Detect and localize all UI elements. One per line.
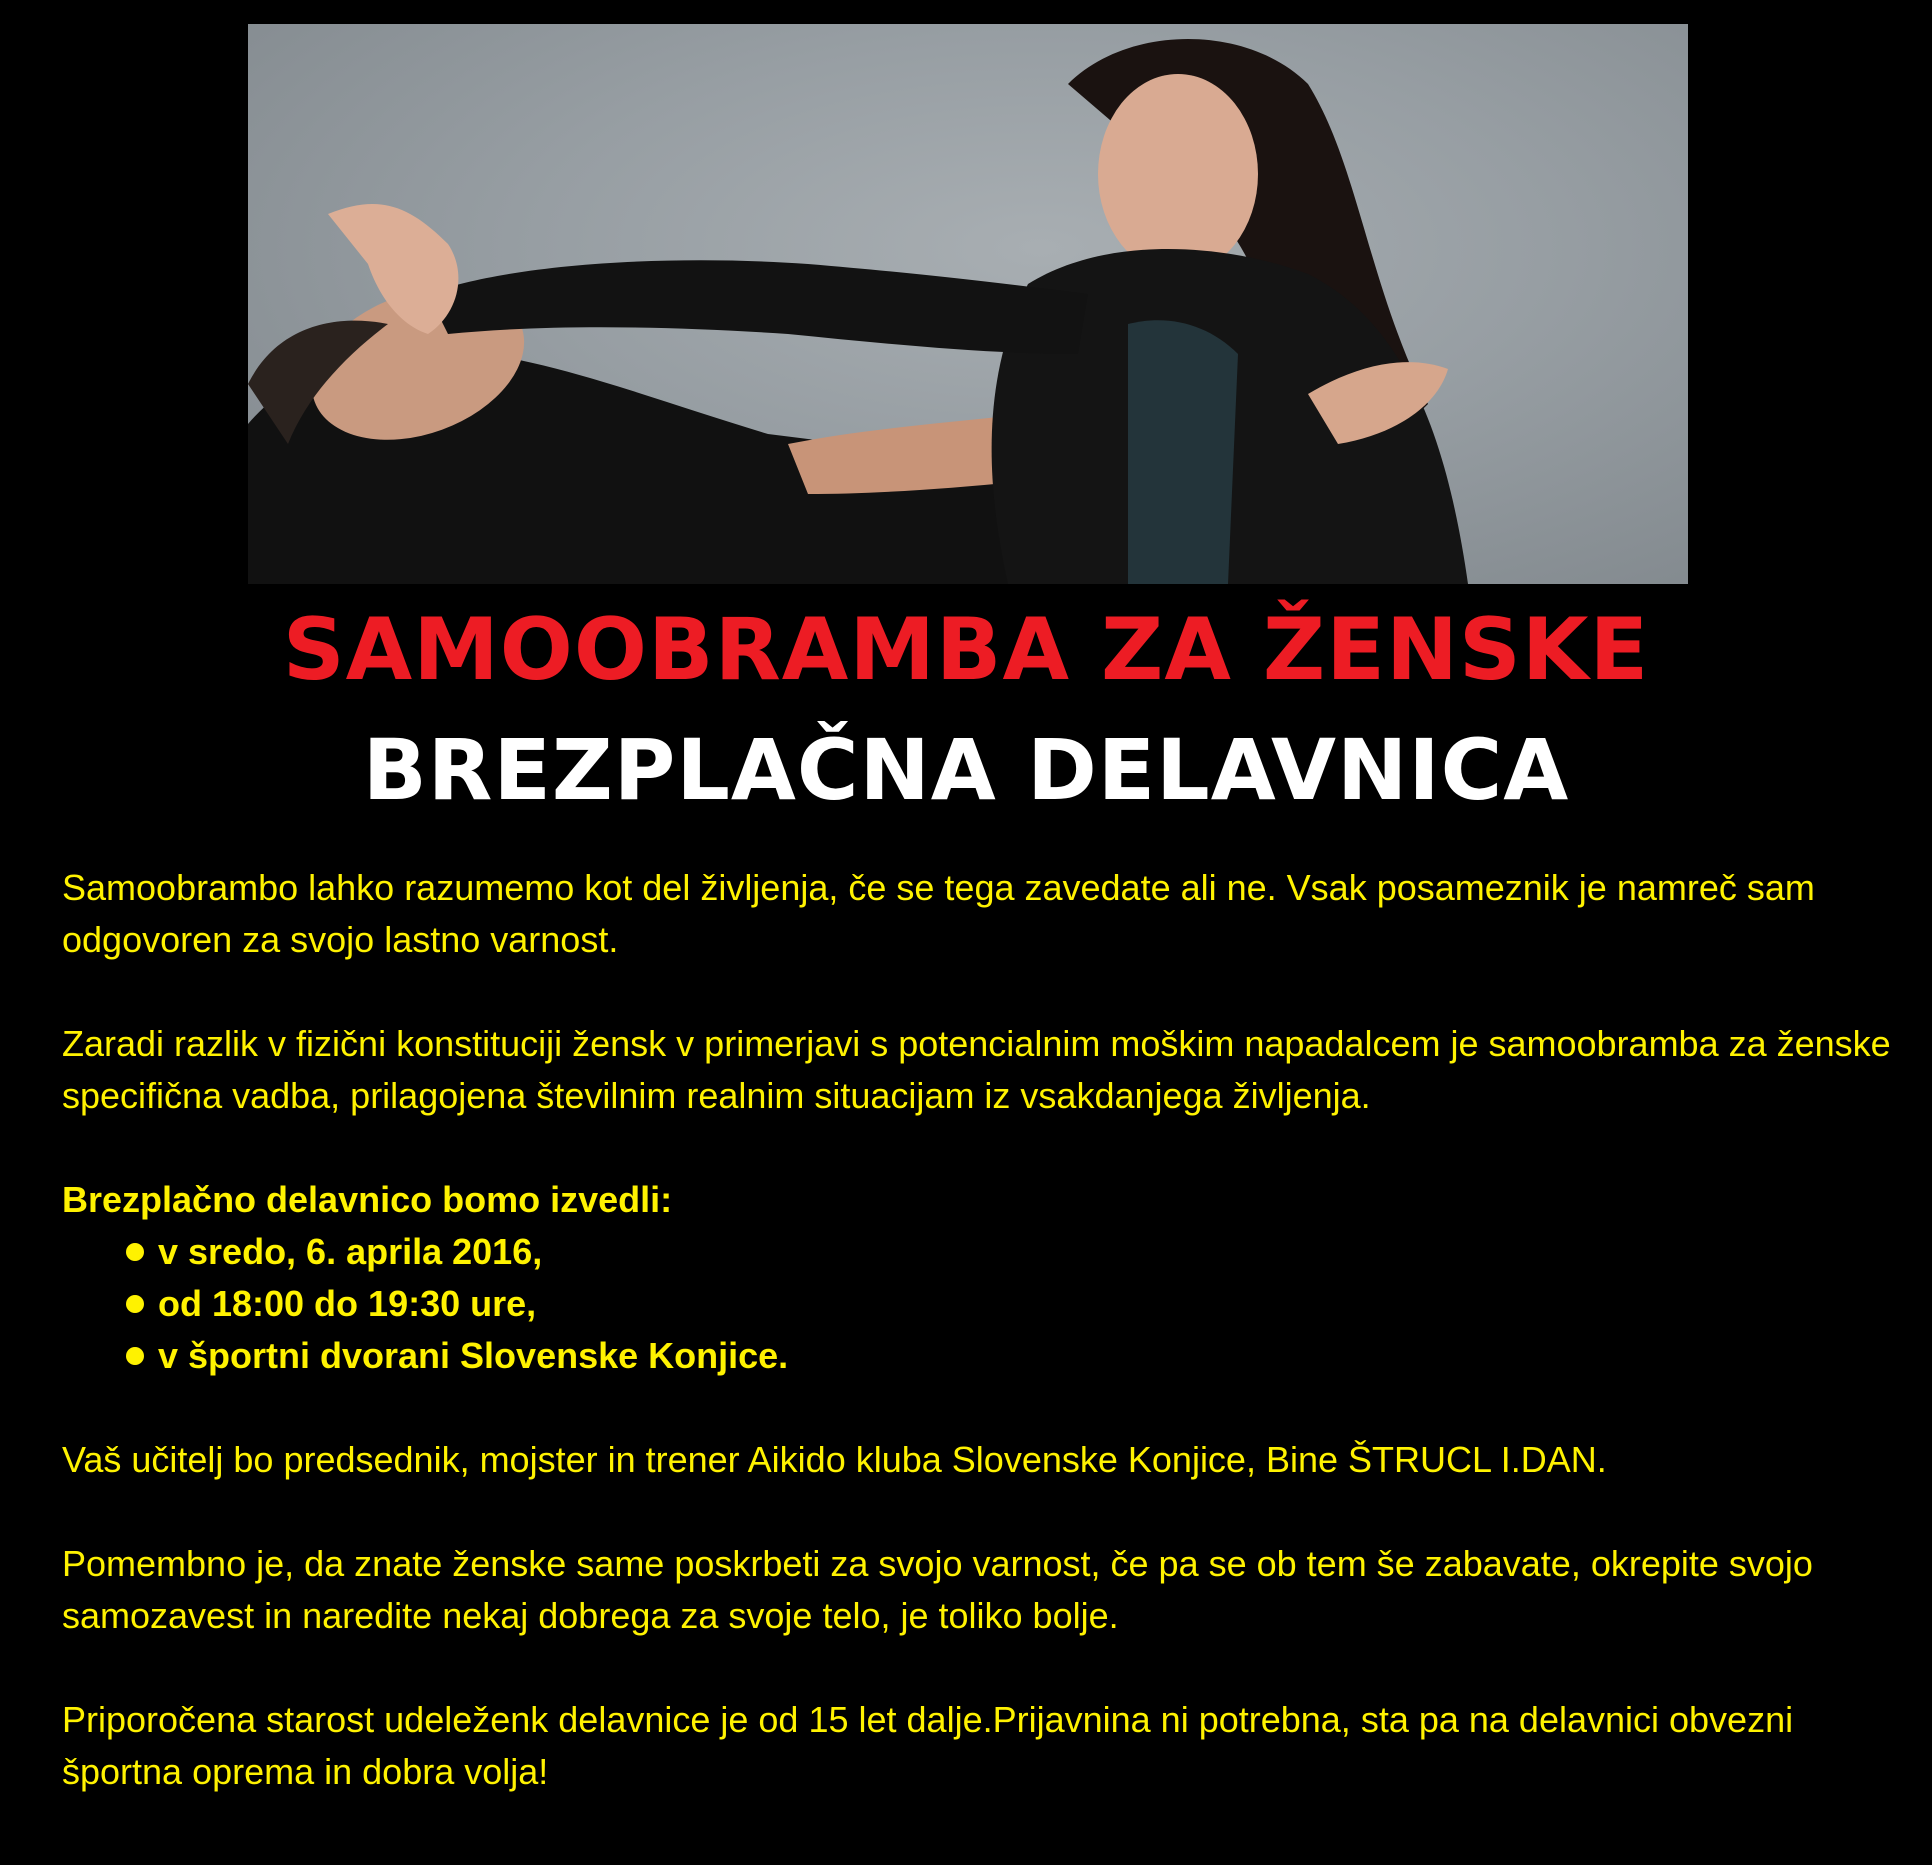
bullet-icon xyxy=(126,1347,144,1365)
schedule-item-label: v sredo, 6. aprila 2016, xyxy=(158,1231,543,1272)
self-defense-photo xyxy=(248,24,1688,584)
schedule-item-date xyxy=(62,1226,1892,1278)
paragraph-importance: Pomembno je, da znate ženske same poskrbeti za svojo varnost, če pa se ob tem še zabavate, okrepite svojo samozavest in naredite nekaj dobrega za svoje telo, je toliko bolje. xyxy=(62,1543,1813,1636)
photo-illustration xyxy=(248,24,1688,584)
body-text xyxy=(62,862,1892,1850)
paragraph-specifics: Zaradi razlik v fizični konstituciji žensk v primerjavi s potencialnim moškim napadalcem je samoobramba za ženske specifična vadba, prilagojena številnim realnim situacijam iz vsakdanjega življenja. xyxy=(62,1023,1891,1116)
schedule-item-label: od 18:00 do 19:30 ure, xyxy=(158,1283,537,1324)
schedule-item-label: v športni dvorani Slovenske Konjice. xyxy=(158,1335,789,1376)
woman-arm-shape xyxy=(428,260,1088,354)
schedule-item-location xyxy=(62,1330,1892,1382)
bullet-icon xyxy=(126,1243,144,1261)
paragraph-requirements: Priporočena starost udeleženk delavnice je od 15 let dalje.Prijavnina ni potrebna, sta pa na delavnici obvezni športna oprema in dobra volja! xyxy=(62,1699,1794,1792)
bullet-icon xyxy=(126,1295,144,1313)
woman-top-shape xyxy=(1128,320,1238,584)
schedule-list xyxy=(62,1226,1892,1382)
schedule-heading: Brezplačno delavnico bomo izvedli: xyxy=(62,1179,673,1220)
paragraph-teacher: Vaš učitelj bo predsednik, mojster in trener Aikido kluba Slovenske Konjice, Bine ŠTRUCL I.DAN. xyxy=(62,1439,1607,1480)
main-title: SAMOOBRAMBA ZA ŽENSKE xyxy=(282,600,1650,700)
woman-face-shape xyxy=(1098,74,1258,274)
paragraph-intro: Samoobrambo lahko razumemo kot del življenja, če se tega zavedate ali ne. Vsak posameznik je namreč sam odgovoren za svojo lastno varnost. xyxy=(62,867,1815,960)
sub-title: BREZPLAČNA DELAVNICA xyxy=(362,721,1570,819)
schedule-item-time xyxy=(62,1278,1892,1330)
